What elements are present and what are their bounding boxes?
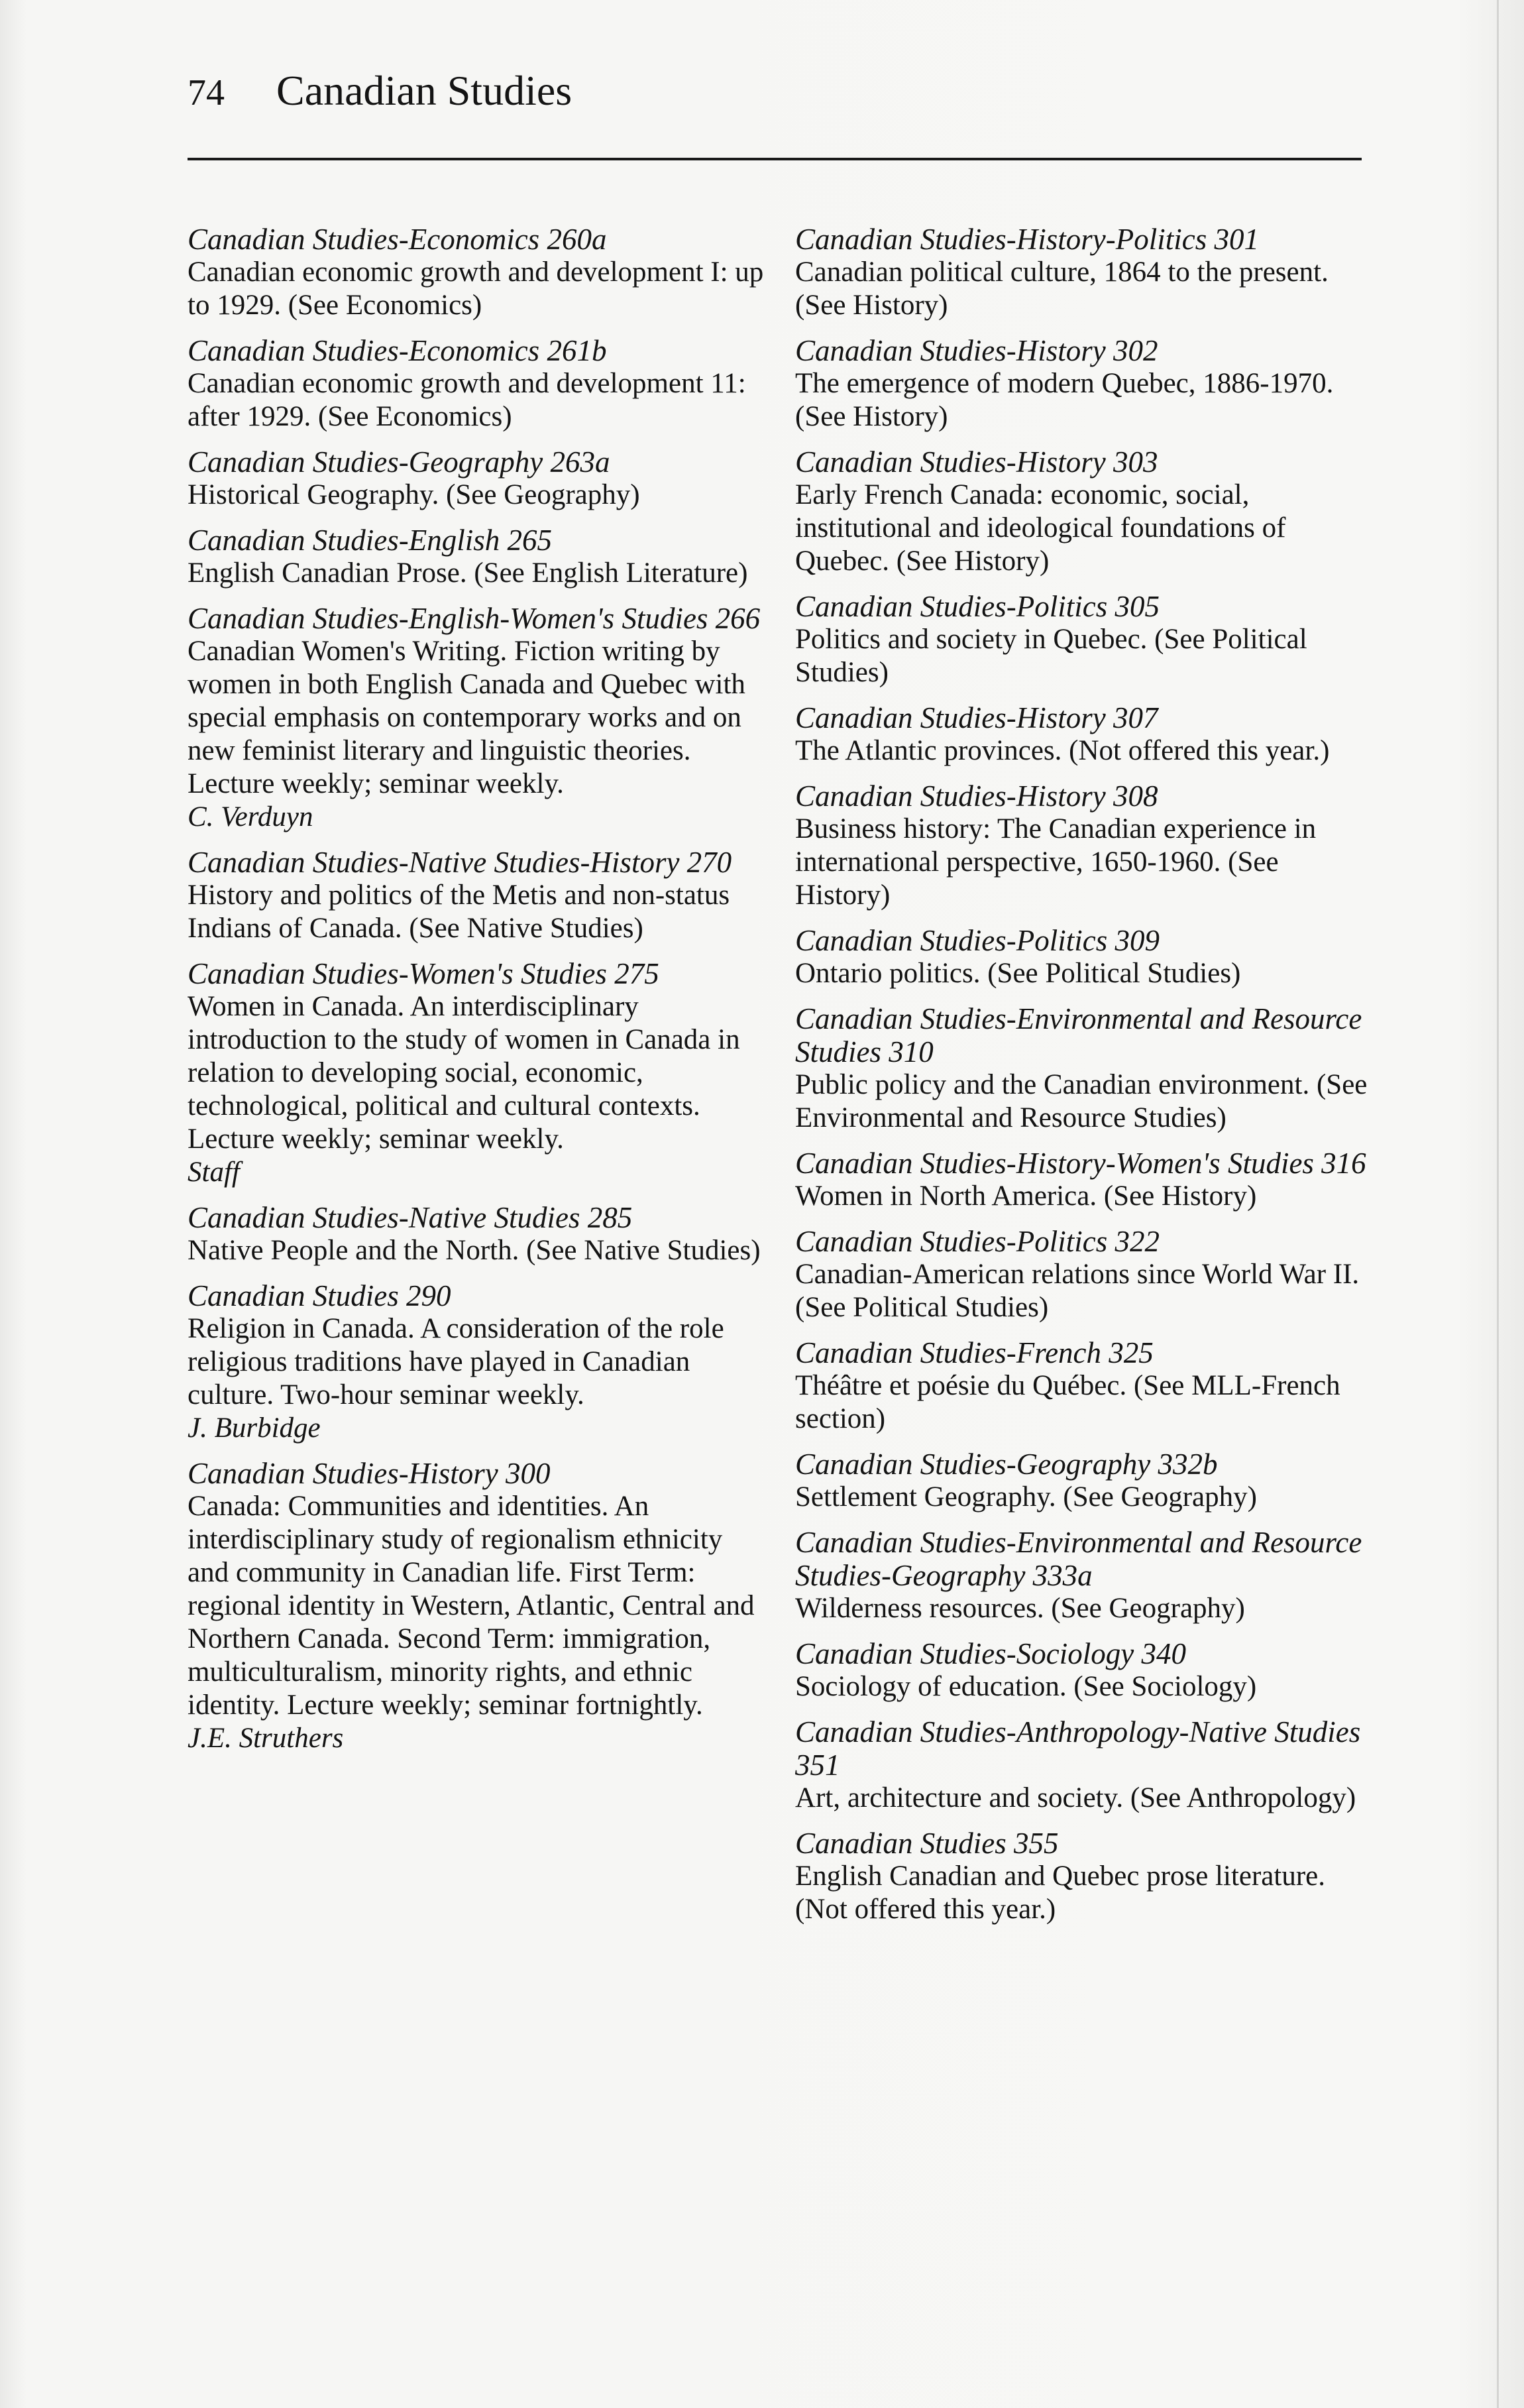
course-entry (188, 1457, 764, 1755)
course-description: Théâtre et poésie du Québec. (See MLL-French section) (795, 1370, 1340, 1434)
course-description: Canadian political culture, 1864 to the present. (See History) (795, 257, 1329, 321)
course-description: Canadian Women's Writing. Fiction writing by women in both English Canada and Quebec with special emphasis on contemporary works and on new feminist literary and linguistic theories. Lecture weekly; seminar weekly. (188, 636, 745, 799)
course-title: Canadian Studies-Anthropology-Native Studies 351 (795, 1715, 1361, 1782)
course-title: Canadian Studies 355 (795, 1827, 1059, 1860)
header-rule (188, 158, 1362, 160)
course-entry (795, 1336, 1372, 1436)
course-description: The Atlantic provinces. (Not offered this year.) (795, 735, 1330, 766)
course-description: Early French Canada: economic, social, institutional and ideological foundations of Quebec. (See History) (795, 479, 1286, 577)
course-entry (795, 701, 1372, 768)
course-instructor: Staff (188, 1157, 240, 1188)
course-instructor: C. Verduyn (188, 801, 313, 832)
course-title: Canadian Studies-History 302 (795, 334, 1158, 367)
course-description: Canadian economic growth and development 11: after 1929. (See Economics) (188, 368, 746, 432)
course-entry (188, 957, 764, 1189)
course-description: Settlement Geography. (See Geography) (795, 1481, 1257, 1513)
course-description: Native People and the North. (See Native Studies) (188, 1235, 761, 1266)
course-title: Canadian Studies-Geography 332b (795, 1448, 1218, 1481)
course-title: Canadian Studies-Politics 322 (795, 1225, 1160, 1258)
course-description: Wilderness resources. (See Geography) (795, 1593, 1245, 1624)
right-column (795, 223, 1372, 1938)
course-entry (188, 334, 764, 433)
page-edge-shadow (1497, 0, 1499, 2408)
course-description: Canadian economic growth and development I: up to 1929. (See Economics) (188, 257, 764, 321)
page-number: 74 (188, 72, 225, 113)
course-description: Canadian-American relations since World War II. (See Political Studies) (795, 1259, 1360, 1323)
course-title: Canadian Studies-History 300 (188, 1457, 551, 1490)
course-entry (795, 1002, 1372, 1135)
course-entry (795, 1637, 1372, 1703)
course-description: Historical Geography. (See Geography) (188, 479, 640, 510)
course-title: Canadian Studies-Environmental and Resource Studies-Geography 333a (795, 1526, 1362, 1592)
course-title: Canadian Studies-History 307 (795, 701, 1158, 734)
section-title: Canadian Studies (276, 67, 572, 114)
course-title: Canadian Studies-Politics 309 (795, 924, 1160, 957)
course-entry (188, 602, 764, 834)
course-description: Women in North America. (See History) (795, 1180, 1257, 1212)
course-entry (188, 445, 764, 512)
course-title: Canadian Studies-Native Studies-History 270 (188, 846, 732, 879)
course-entry (188, 524, 764, 590)
course-entry (188, 846, 764, 945)
course-title: Canadian Studies-Sociology 340 (795, 1637, 1186, 1670)
course-title: Canadian Studies-Geography 263a (188, 445, 610, 479)
course-description: Ontario politics. (See Political Studies) (795, 958, 1241, 989)
course-entry (795, 779, 1372, 912)
course-entry (795, 223, 1372, 322)
course-description: History and politics of the Metis and non-status Indians of Canada. (See Native Studies) (188, 880, 730, 944)
course-description: The emergence of modern Quebec, 1886-1970. (See History) (795, 368, 1334, 432)
course-entry (795, 334, 1372, 433)
course-entry (795, 1526, 1372, 1625)
course-entry (795, 1147, 1372, 1213)
course-title: Canadian Studies-English 265 (188, 524, 552, 557)
course-title: Canadian Studies-English-Women's Studies 266 (188, 602, 761, 635)
course-description: Art, architecture and society. (See Anthropology) (795, 1782, 1356, 1813)
course-entry (795, 1225, 1372, 1324)
course-description: Women in Canada. An interdisciplinary introduction to the study of women in Canada in relation to developing social, economic, technological, political and cultural contexts. Lecture weekly; seminar weekly. (188, 991, 740, 1155)
course-entry (188, 1279, 764, 1445)
course-entry (188, 223, 764, 322)
course-entry (795, 445, 1372, 578)
course-description: Canada: Communities and identities. An interdisciplinary study of regionalism ethnicity and community in Canadian life. First Term: regional identity in Western, Atlantic, Central and Northern Canada. Second Term: immigration, multiculturalism, minority rights, and ethnic identity. Lecture weekly; seminar fortnightly. (188, 1491, 755, 1721)
course-title: Canadian Studies-French 325 (795, 1336, 1154, 1369)
course-title: Canadian Studies-History 303 (795, 445, 1158, 479)
course-title: Canadian Studies 290 (188, 1279, 451, 1312)
course-entry (795, 1448, 1372, 1514)
course-entry (795, 924, 1372, 990)
course-description: Public policy and the Canadian environment. (See Environmental and Resource Studies) (795, 1069, 1368, 1133)
course-title: Canadian Studies-Politics 305 (795, 590, 1160, 623)
course-entry (795, 590, 1372, 689)
course-entry (795, 1827, 1372, 1926)
course-instructor: J. Burbidge (188, 1412, 321, 1444)
left-column (188, 223, 764, 1767)
course-description: English Canadian and Quebec prose literature. (Not offered this year.) (795, 1861, 1325, 1925)
course-title: Canadian Studies-History-Politics 301 (795, 223, 1259, 256)
course-entry (188, 1201, 764, 1267)
course-description: Sociology of education. (See Sociology) (795, 1671, 1257, 1702)
course-entry (795, 1715, 1372, 1815)
course-description: Politics and society in Quebec. (See Political Studies) (795, 624, 1307, 688)
course-title: Canadian Studies-Economics 261b (188, 334, 607, 367)
course-title: Canadian Studies-Environmental and Resource Studies 310 (795, 1002, 1362, 1068)
page-header (188, 66, 572, 119)
course-description: Religion in Canada. A consideration of the role religious traditions have played in Canadian culture. Two-hour seminar weekly. (188, 1313, 724, 1410)
course-description: Business history: The Canadian experience in international perspective, 1650-1960. (See History) (795, 813, 1317, 911)
course-title: Canadian Studies-History 308 (795, 779, 1158, 813)
course-description: English Canadian Prose. (See English Literature) (188, 557, 748, 589)
course-title: Canadian Studies-Native Studies 285 (188, 1201, 633, 1234)
course-title: Canadian Studies-Economics 260a (188, 223, 607, 256)
course-title: Canadian Studies-History-Women's Studies 316 (795, 1147, 1366, 1180)
course-title: Canadian Studies-Women's Studies 275 (188, 957, 659, 990)
course-instructor: J.E. Struthers (188, 1723, 344, 1754)
